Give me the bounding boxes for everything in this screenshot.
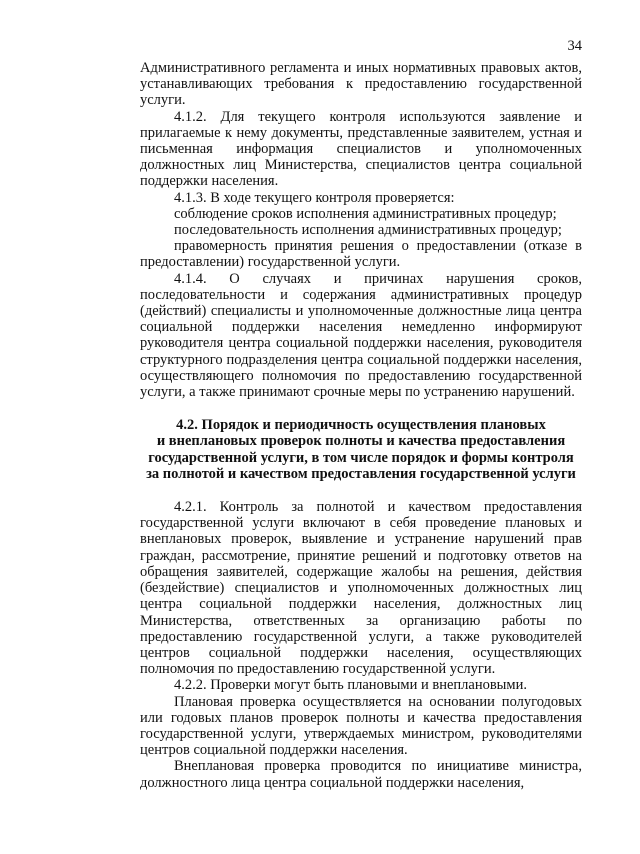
paragraph: 4.1.4. О случаях и причинах нарушения сроков, последовательности и содержания административных процедур (действий) специалисты и уполномоченные должностные лица центра социальной поддержки населения немедленно информируют руководителя центра социальной поддержки населения, руководителя структурного подразделения центра социальной поддержки населения, осуществляющего полномочия по предоставлению государственной услуги, а также принимают срочные меры по устранению нарушений.	[140, 270, 582, 401]
paragraph: 4.1.2. Для текущего контроля используются заявление и прилагаемые к нему документы, представленные заявителем, устная и письменная информация специалистов и уполномоченных должностных лиц Министерства, специалистов центра социальной поддержки населения.	[140, 108, 582, 190]
paragraph: Внеплановая проверка проводится по инициативе министра, должностного лица центра социальной поддержки населения,	[140, 758, 582, 791]
paragraph: Плановая проверка осуществляется на основании полугодовых или годовых планов проверок полноты и качества предоставления государственной услуги, утверждаемых министром, руководителями центров социальной поддержки населения.	[140, 693, 582, 759]
paragraph: правомерность принятия решения о предоставлении (отказе в предоставлении) государственной услуги.	[140, 238, 582, 271]
section-heading-line: 4.2. Порядок и периодичность осуществления плановых	[176, 417, 546, 434]
document-body	[140, 60, 582, 791]
section-heading	[140, 417, 582, 482]
paragraphs-top	[140, 60, 582, 400]
paragraph: последовательность исполнения административных процедур;	[174, 222, 562, 239]
paragraph: 4.2.1. Контроль за полнотой и качеством предоставления государственной услуги включают в себя проведение плановых и внеплановых проверок, выявление и устранение нарушений прав граждан, рассмотрение, принятие решений и подготовку ответов на обращения заявителей, содержащие жалобы на решения, действия (бездействие) специалистов и уполномоченных должностных лиц центра социальной поддержки населения, должностных лиц Министерства, ответственных за организацию работы по предоставлению государственной услуги, а также руководителей центров социальной поддержки населения, осуществляющих полномочия по предоставлению государственной услуги.	[140, 499, 582, 678]
paragraph: соблюдение сроков исполнения административных процедур;	[174, 205, 557, 222]
paragraphs-bottom	[140, 499, 582, 791]
section-heading-line: за полнотой и качеством предоставления государственной услуги	[146, 465, 576, 482]
paragraph: 4.1.3. В ходе текущего контроля проверяется:	[174, 189, 455, 206]
section-heading-line: и внеплановых проверок полноты и качества предоставления	[156, 433, 566, 450]
section-heading-line: государственной услуги, в том числе порядок и формы контроля	[148, 449, 574, 466]
page-number: 34	[567, 38, 582, 54]
paragraph: Административного регламента и иных нормативных правовых актов, устанавливающих требования к предоставлению государственной услуги.	[140, 60, 582, 109]
paragraph: 4.2.2. Проверки могут быть плановыми и внеплановыми.	[174, 677, 527, 694]
